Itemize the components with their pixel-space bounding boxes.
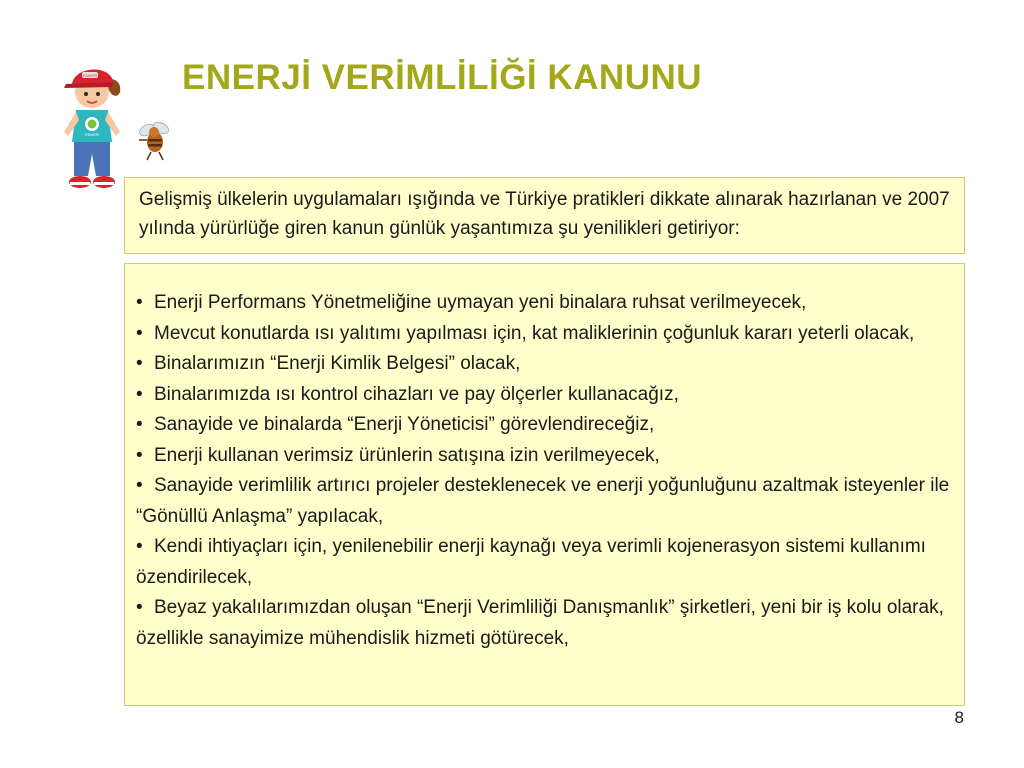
list-item: • Binalarımızda ısı kontrol cihazları ve pay ölçerler kullanacağız, <box>136 380 954 411</box>
mascot-shirt-text: ENVER <box>85 132 99 137</box>
bullet-icon: • <box>136 292 143 313</box>
list-item: • Mevcut konutlarda ısı yalıtımı yapılması için, kat maliklerinin çoğunluk kararı yeterli olacak, <box>136 319 954 350</box>
list-item: • Sanayide ve binalarda “Enerji Yöneticisi” görevlendireceğiz, <box>136 410 954 441</box>
law-items-list <box>136 288 954 654</box>
intro-text: Gelişmiş ülkelerin uygulamaları ışığında ve Türkiye pratikleri dikkate alınarak hazırlanan ve 2007 yılında yürürlüğe giren kanun günlük yaşantımıza şu yenilikleri getiriyor: <box>139 189 950 239</box>
bullet-icon: • <box>136 536 143 557</box>
bee-mascot-icon <box>131 118 177 164</box>
list-item: • Beyaz yakalılarımızdan oluşan “Enerji Verimliliği Danışmanlık” şirketleri, yeni bir iş kolu olarak, özellikle sanayimize mühendislik hizmeti götürecek, <box>136 593 954 654</box>
bullet-icon: • <box>136 475 143 496</box>
list-item: • Binalarımızın “Enerji Kimlik Belgesi” olacak, <box>136 349 954 380</box>
mascot-cap-text: ENVER <box>83 73 97 78</box>
bullet-icon: • <box>136 383 143 405</box>
page-number: 8 <box>954 708 964 727</box>
bullet-icon: • <box>136 597 143 618</box>
bullet-icon: • <box>136 353 143 374</box>
slide-title: ENERJİ VERİMLİLİĞİ KANUNU <box>182 58 703 97</box>
bullet-icon: • <box>136 414 143 435</box>
mascot-illustration <box>52 58 132 194</box>
law-items-box <box>124 263 965 706</box>
list-item: • Sanayide verimlilik artırıcı projeler desteklenecek ve enerji yoğunluğunu azaltmak isteyenler ile “Gönüllü Anlaşma” yapılacak, <box>136 471 954 532</box>
bullet-icon: • <box>136 444 143 466</box>
list-item: • Enerji kullanan verimsiz ürünlerin satışına izin verilmeyecek, <box>136 441 954 472</box>
list-item: • Kendi ihtiyaçları için, yenilenebilir enerji kaynağı veya verimli kojenerasyon sistemi kullanımı özendirilecek, <box>136 532 954 593</box>
intro-box <box>124 177 965 254</box>
list-item: • Enerji Performans Yönetmeliğine uymayan yeni binalara ruhsat verilmeyecek, <box>136 288 954 319</box>
bullet-icon: • <box>136 322 143 344</box>
